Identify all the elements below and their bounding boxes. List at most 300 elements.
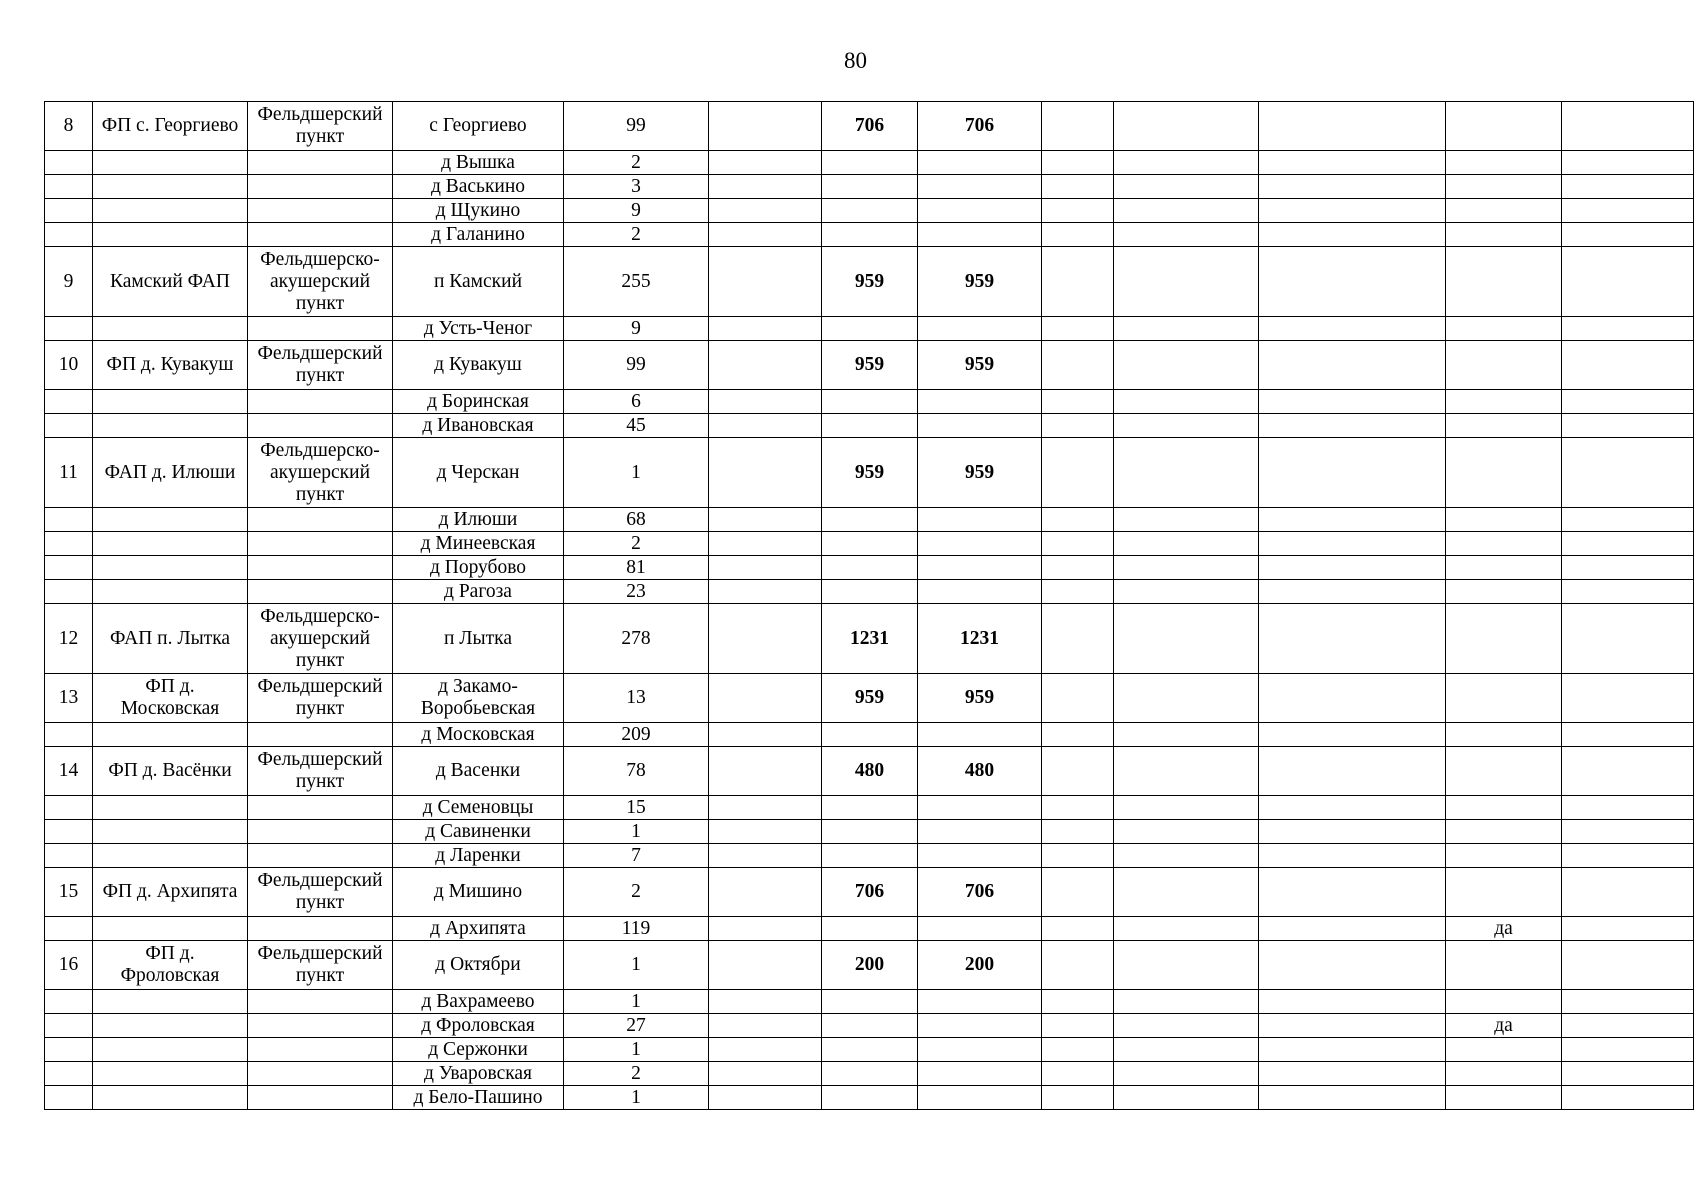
page-number: 80 [844, 48, 867, 73]
row-number [45, 199, 93, 223]
facility-name [93, 199, 248, 223]
empty-cell [1042, 1062, 1114, 1086]
value-2 [918, 414, 1042, 438]
empty-cell [1562, 438, 1694, 508]
facility-name [93, 508, 248, 532]
value-2 [918, 1038, 1042, 1062]
value-1 [822, 175, 918, 199]
empty-cell [709, 1038, 822, 1062]
table-row [45, 508, 1694, 532]
facility-type [248, 199, 393, 223]
facility-type [248, 844, 393, 868]
empty-cell [709, 175, 822, 199]
facility-type [248, 1038, 393, 1062]
empty-cell [1259, 317, 1446, 341]
empty-cell [1562, 723, 1694, 747]
facility-type [248, 175, 393, 199]
population: 2 [564, 151, 709, 175]
empty-cell [1259, 247, 1446, 317]
mark [1446, 796, 1562, 820]
value-1: 959 [822, 341, 918, 390]
settlement: с Георгиево [393, 102, 564, 151]
mark [1446, 223, 1562, 247]
empty-cell [1042, 941, 1114, 990]
empty-cell [1042, 1038, 1114, 1062]
empty-cell [1042, 1014, 1114, 1038]
empty-cell [1114, 414, 1259, 438]
value-1 [822, 917, 918, 941]
population: 2 [564, 532, 709, 556]
settlement: д Сержонки [393, 1038, 564, 1062]
empty-cell [1042, 556, 1114, 580]
empty-cell [1042, 102, 1114, 151]
empty-cell [1562, 508, 1694, 532]
empty-cell [709, 747, 822, 796]
facility-name [93, 223, 248, 247]
facility-type [248, 151, 393, 175]
empty-cell [1562, 604, 1694, 674]
row-number: 15 [45, 868, 93, 917]
facility-type: Фельдшерский пункт [248, 102, 393, 151]
empty-cell [1562, 674, 1694, 723]
population: 45 [564, 414, 709, 438]
settlement: д Ларенки [393, 844, 564, 868]
value-1 [822, 199, 918, 223]
value-2 [918, 317, 1042, 341]
value-2 [918, 151, 1042, 175]
empty-cell [1562, 990, 1694, 1014]
mark [1446, 556, 1562, 580]
empty-cell [709, 1014, 822, 1038]
table-row [45, 556, 1694, 580]
value-2 [918, 223, 1042, 247]
empty-cell [1042, 223, 1114, 247]
empty-cell [1042, 868, 1114, 917]
settlement: д Порубово [393, 556, 564, 580]
population: 7 [564, 844, 709, 868]
row-number [45, 917, 93, 941]
table-row [45, 223, 1694, 247]
empty-cell [1562, 532, 1694, 556]
mark [1446, 674, 1562, 723]
settlement: д Фроловская [393, 1014, 564, 1038]
empty-cell [1114, 151, 1259, 175]
empty-cell [1042, 247, 1114, 317]
population: 99 [564, 341, 709, 390]
empty-cell [1114, 175, 1259, 199]
empty-cell [1259, 1062, 1446, 1086]
table-row [45, 723, 1694, 747]
population: 9 [564, 199, 709, 223]
value-2: 959 [918, 438, 1042, 508]
empty-cell [1114, 941, 1259, 990]
empty-cell [1114, 390, 1259, 414]
row-number [45, 1062, 93, 1086]
row-number [45, 556, 93, 580]
empty-cell [1042, 438, 1114, 508]
facility-name [93, 556, 248, 580]
empty-cell [1042, 508, 1114, 532]
mark [1446, 199, 1562, 223]
facility-name: ФП д. Фроловская [93, 941, 248, 990]
value-2: 480 [918, 747, 1042, 796]
population: 27 [564, 1014, 709, 1038]
empty-cell [1042, 390, 1114, 414]
facility-type: Фельдшерско-акушерский пункт [248, 438, 393, 508]
value-1 [822, 723, 918, 747]
row-number [45, 508, 93, 532]
empty-cell [1042, 317, 1114, 341]
mark [1446, 175, 1562, 199]
empty-cell [1114, 247, 1259, 317]
value-1 [822, 1062, 918, 1086]
value-2 [918, 556, 1042, 580]
empty-cell [1562, 747, 1694, 796]
empty-cell [1259, 796, 1446, 820]
empty-cell [709, 414, 822, 438]
empty-cell [1562, 151, 1694, 175]
population: 15 [564, 796, 709, 820]
empty-cell [1259, 1014, 1446, 1038]
empty-cell [1114, 223, 1259, 247]
value-1 [822, 508, 918, 532]
value-1 [822, 1086, 918, 1110]
value-1 [822, 1014, 918, 1038]
value-1 [822, 844, 918, 868]
empty-cell [1042, 175, 1114, 199]
value-2 [918, 508, 1042, 532]
facility-type: Фельдшерско-акушерский пункт [248, 247, 393, 317]
empty-cell [1042, 604, 1114, 674]
facility-type [248, 508, 393, 532]
empty-cell [1042, 532, 1114, 556]
empty-cell [1114, 747, 1259, 796]
population: 1 [564, 1038, 709, 1062]
facility-name [93, 990, 248, 1014]
empty-cell [1259, 990, 1446, 1014]
facility-name [93, 844, 248, 868]
facility-name: ФАП п. Лытка [93, 604, 248, 674]
row-number: 11 [45, 438, 93, 508]
table-row [45, 151, 1694, 175]
population: 99 [564, 102, 709, 151]
row-number [45, 796, 93, 820]
empty-cell [709, 1062, 822, 1086]
table-row [45, 532, 1694, 556]
empty-cell [709, 341, 822, 390]
facility-type [248, 390, 393, 414]
value-1 [822, 556, 918, 580]
table-row [45, 438, 1694, 508]
row-number [45, 1086, 93, 1110]
empty-cell [1259, 199, 1446, 223]
population: 255 [564, 247, 709, 317]
settlement: п Лытка [393, 604, 564, 674]
empty-cell [709, 223, 822, 247]
empty-cell [1042, 199, 1114, 223]
population: 1 [564, 1086, 709, 1110]
facility-type [248, 820, 393, 844]
row-number [45, 223, 93, 247]
empty-cell [1259, 917, 1446, 941]
empty-cell [1114, 1038, 1259, 1062]
empty-cell [1114, 917, 1259, 941]
facility-type [248, 723, 393, 747]
empty-cell [1259, 844, 1446, 868]
empty-cell [1114, 796, 1259, 820]
facility-type [248, 317, 393, 341]
empty-cell [1114, 820, 1259, 844]
facility-type [248, 1086, 393, 1110]
empty-cell [1114, 723, 1259, 747]
empty-cell [709, 580, 822, 604]
row-number [45, 175, 93, 199]
population: 119 [564, 917, 709, 941]
mark [1446, 604, 1562, 674]
table-row [45, 844, 1694, 868]
empty-cell [1042, 917, 1114, 941]
population: 2 [564, 223, 709, 247]
empty-cell [1259, 1038, 1446, 1062]
empty-cell [709, 247, 822, 317]
facility-name: ФП д. Васёнки [93, 747, 248, 796]
value-2 [918, 580, 1042, 604]
facility-type [248, 223, 393, 247]
settlement: д Рагоза [393, 580, 564, 604]
mark [1446, 1038, 1562, 1062]
mark [1446, 317, 1562, 341]
table-row [45, 1038, 1694, 1062]
empty-cell [1114, 1014, 1259, 1038]
mark [1446, 868, 1562, 917]
row-number: 13 [45, 674, 93, 723]
table-row [45, 414, 1694, 438]
value-1 [822, 390, 918, 414]
facility-type [248, 917, 393, 941]
settlement: д Васькино [393, 175, 564, 199]
empty-cell [1562, 175, 1694, 199]
empty-cell [1114, 1062, 1259, 1086]
value-2 [918, 844, 1042, 868]
empty-cell [1259, 868, 1446, 917]
empty-cell [1042, 796, 1114, 820]
facility-name [93, 317, 248, 341]
mark [1446, 747, 1562, 796]
empty-cell [709, 844, 822, 868]
value-1 [822, 580, 918, 604]
empty-cell [1562, 844, 1694, 868]
value-2 [918, 175, 1042, 199]
value-2 [918, 723, 1042, 747]
empty-cell [1259, 532, 1446, 556]
value-1 [822, 820, 918, 844]
facility-name [93, 390, 248, 414]
value-2 [918, 390, 1042, 414]
facility-name [93, 1038, 248, 1062]
row-number: 14 [45, 747, 93, 796]
empty-cell [1114, 341, 1259, 390]
empty-cell [709, 990, 822, 1014]
value-2: 959 [918, 341, 1042, 390]
row-number [45, 532, 93, 556]
population: 1 [564, 990, 709, 1014]
facility-name: ФП д. Кувакуш [93, 341, 248, 390]
empty-cell [709, 1086, 822, 1110]
empty-cell [1259, 390, 1446, 414]
mark [1446, 414, 1562, 438]
population: 23 [564, 580, 709, 604]
table-row [45, 175, 1694, 199]
empty-cell [1562, 868, 1694, 917]
empty-cell [1562, 820, 1694, 844]
settlement: д Октябри [393, 941, 564, 990]
population: 78 [564, 747, 709, 796]
empty-cell [1259, 414, 1446, 438]
mark [1446, 390, 1562, 414]
empty-cell [1042, 414, 1114, 438]
facility-name: ФП с. Георгиево [93, 102, 248, 151]
facility-name [93, 532, 248, 556]
empty-cell [1042, 151, 1114, 175]
settlement: д Галанино [393, 223, 564, 247]
mark [1446, 1062, 1562, 1086]
empty-cell [1114, 438, 1259, 508]
settlement: д Щукино [393, 199, 564, 223]
empty-cell [1042, 747, 1114, 796]
empty-cell [1259, 580, 1446, 604]
row-number [45, 151, 93, 175]
empty-cell [1562, 1086, 1694, 1110]
facility-type: Фельдшерский пункт [248, 341, 393, 390]
empty-cell [1042, 580, 1114, 604]
table-row [45, 317, 1694, 341]
value-2 [918, 796, 1042, 820]
mark [1446, 247, 1562, 317]
value-1 [822, 151, 918, 175]
value-2: 706 [918, 102, 1042, 151]
empty-cell [1042, 1086, 1114, 1110]
facility-type [248, 990, 393, 1014]
settlement: д Московская [393, 723, 564, 747]
empty-cell [1259, 604, 1446, 674]
empty-cell [1562, 414, 1694, 438]
population: 68 [564, 508, 709, 532]
facility-name [93, 820, 248, 844]
empty-cell [709, 796, 822, 820]
row-number: 9 [45, 247, 93, 317]
empty-cell [1259, 151, 1446, 175]
facility-type [248, 1062, 393, 1086]
population: 6 [564, 390, 709, 414]
settlement: п Камский [393, 247, 564, 317]
empty-cell [1562, 556, 1694, 580]
settlement: д Кувакуш [393, 341, 564, 390]
settlement: д Усть-Ченог [393, 317, 564, 341]
table-row [45, 247, 1694, 317]
facility-type [248, 1014, 393, 1038]
table-row [45, 390, 1694, 414]
empty-cell [1259, 747, 1446, 796]
table-row [45, 341, 1694, 390]
row-number [45, 820, 93, 844]
row-number [45, 844, 93, 868]
table-row [45, 990, 1694, 1014]
mark [1446, 102, 1562, 151]
row-number: 16 [45, 941, 93, 990]
value-2: 959 [918, 247, 1042, 317]
empty-cell [1114, 317, 1259, 341]
population: 2 [564, 1062, 709, 1086]
value-1 [822, 414, 918, 438]
population: 278 [564, 604, 709, 674]
facility-name: ФП д. Архипята [93, 868, 248, 917]
facility-type: Фельдшерский пункт [248, 941, 393, 990]
mark [1446, 1086, 1562, 1110]
table-row [45, 747, 1694, 796]
empty-cell [709, 917, 822, 941]
facility-type [248, 796, 393, 820]
empty-cell [1259, 1086, 1446, 1110]
value-1: 959 [822, 438, 918, 508]
table-row [45, 1014, 1694, 1038]
empty-cell [1259, 941, 1446, 990]
empty-cell [709, 941, 822, 990]
empty-cell [1114, 990, 1259, 1014]
empty-cell [1562, 317, 1694, 341]
empty-cell [1259, 102, 1446, 151]
value-1 [822, 990, 918, 1014]
settlement: д Вахрамеево [393, 990, 564, 1014]
empty-cell [1114, 556, 1259, 580]
settlement: д Боринская [393, 390, 564, 414]
row-number [45, 317, 93, 341]
empty-cell [709, 820, 822, 844]
row-number: 8 [45, 102, 93, 151]
population: 81 [564, 556, 709, 580]
mark [1446, 341, 1562, 390]
table-row [45, 580, 1694, 604]
value-2: 706 [918, 868, 1042, 917]
value-2 [918, 1062, 1042, 1086]
facility-name [93, 1086, 248, 1110]
empty-cell [709, 390, 822, 414]
row-number [45, 390, 93, 414]
facility-name: Камский ФАП [93, 247, 248, 317]
empty-cell [1562, 796, 1694, 820]
empty-cell [1042, 723, 1114, 747]
table-row [45, 1086, 1694, 1110]
table-row [45, 796, 1694, 820]
settlement: д Закамо-Воробьевская [393, 674, 564, 723]
mark [1446, 990, 1562, 1014]
empty-cell [1259, 556, 1446, 580]
table-row [45, 917, 1694, 941]
population: 1 [564, 941, 709, 990]
empty-cell [1114, 508, 1259, 532]
facility-name: ФАП д. Илюши [93, 438, 248, 508]
empty-cell [1114, 580, 1259, 604]
empty-cell [1114, 674, 1259, 723]
population: 3 [564, 175, 709, 199]
table-row [45, 604, 1694, 674]
facility-type [248, 580, 393, 604]
facility-name [93, 796, 248, 820]
population: 2 [564, 868, 709, 917]
settlement: д Минеевская [393, 532, 564, 556]
mark [1446, 438, 1562, 508]
empty-cell [1562, 1062, 1694, 1086]
row-number [45, 414, 93, 438]
